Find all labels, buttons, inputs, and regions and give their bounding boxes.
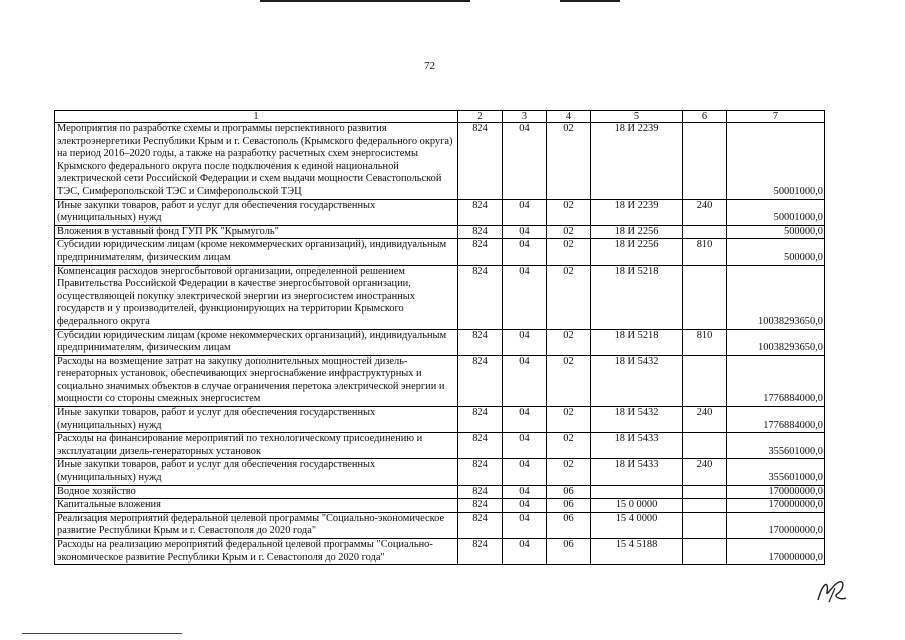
row-code-6 (683, 225, 727, 239)
row-code-6 (683, 355, 727, 406)
row-code-5: 15 0 0000 (591, 499, 683, 513)
page-number: 72 (424, 60, 435, 72)
row-code-6 (683, 512, 727, 538)
row-amount: 170000000,0 (727, 539, 825, 565)
table-row (55, 499, 825, 513)
row-code-5 (591, 485, 683, 499)
row-code-4: 02 (547, 459, 591, 485)
row-code-4: 02 (547, 265, 591, 329)
row-code-3: 04 (503, 433, 547, 459)
row-code-3: 04 (503, 407, 547, 433)
row-code-3: 04 (503, 459, 547, 485)
row-amount: 170000000,0 (727, 485, 825, 499)
row-code-5: 18 И 5433 (591, 433, 683, 459)
row-code-2: 824 (458, 407, 503, 433)
scan-artifact-line (560, 0, 620, 2)
row-code-2: 824 (458, 539, 503, 565)
row-code-4: 02 (547, 225, 591, 239)
row-code-3: 04 (503, 199, 547, 225)
row-amount: 500000,0 (727, 225, 825, 239)
row-amount: 355601000,0 (727, 459, 825, 485)
row-code-2: 824 (458, 355, 503, 406)
row-description: Иные закупки товаров, работ и услуг для обеспечения государственных (муниципальных) нужд (55, 459, 458, 485)
row-code-3: 04 (503, 499, 547, 513)
signature-mark (815, 578, 849, 604)
row-description: Компенсация расходов энергосбытовой организации, определенной решением Правительства Российской Федерации в качестве энергосбытовой организации, осуществляющей покупку электрической энергии из энергосистем иностранных государств и у производителей, функционирующих на территории Крымского федерального округа (55, 265, 458, 329)
column-header: 5 (591, 111, 683, 123)
row-code-3: 04 (503, 265, 547, 329)
row-code-3: 04 (503, 485, 547, 499)
row-code-2: 824 (458, 499, 503, 513)
row-amount: 170000000,0 (727, 499, 825, 513)
row-code-2: 824 (458, 199, 503, 225)
row-code-2: 824 (458, 485, 503, 499)
row-code-4: 02 (547, 433, 591, 459)
row-description: Реализация мероприятий федеральной целевой программы "Социально-экономическое развитие Республики Крым и г. Севастополя до 2020 года" (55, 512, 458, 538)
row-description: Водное хозяйство (55, 485, 458, 499)
row-code-6 (683, 433, 727, 459)
budget-table (54, 110, 825, 565)
column-header: 1 (55, 111, 458, 123)
row-amount: 10038293650,0 (727, 329, 825, 355)
row-code-4: 06 (547, 499, 591, 513)
row-code-5: 18 И 5433 (591, 459, 683, 485)
footer-rule (22, 633, 182, 634)
row-code-3: 04 (503, 123, 547, 200)
row-code-4: 02 (547, 239, 591, 265)
row-code-5: 18 И 2256 (591, 225, 683, 239)
row-code-4: 06 (547, 512, 591, 538)
row-code-6: 240 (683, 199, 727, 225)
row-amount: 500000,0 (727, 239, 825, 265)
row-code-3: 04 (503, 225, 547, 239)
row-amount: 1776884000,0 (727, 355, 825, 406)
row-amount: 50001000,0 (727, 123, 825, 200)
row-description: Капитальные вложения (55, 499, 458, 513)
table-row (55, 407, 825, 433)
row-description: Субсидии юридическим лицам (кроме некоммерческих организаций), индивидуальным предпринимателям, физическим лицам (55, 329, 458, 355)
row-code-2: 824 (458, 512, 503, 538)
row-code-5: 15 4 0000 (591, 512, 683, 538)
row-code-4: 02 (547, 123, 591, 200)
table-header-row (55, 111, 825, 123)
table-body (55, 111, 825, 565)
row-code-4: 02 (547, 355, 591, 406)
table-row (55, 433, 825, 459)
row-code-5: 15 4 5188 (591, 539, 683, 565)
row-code-3: 04 (503, 539, 547, 565)
table-row (55, 199, 825, 225)
row-code-5: 18 И 5432 (591, 355, 683, 406)
table-row (55, 539, 825, 565)
row-code-2: 824 (458, 225, 503, 239)
scan-artifact-line (260, 0, 470, 2)
row-code-6: 240 (683, 459, 727, 485)
table-row (55, 355, 825, 406)
column-header: 3 (503, 111, 547, 123)
row-code-6: 810 (683, 239, 727, 265)
row-code-3: 04 (503, 355, 547, 406)
row-code-4: 02 (547, 407, 591, 433)
row-code-6 (683, 539, 727, 565)
row-description: Вложения в уставный фонд ГУП РК "Крымуголь" (55, 225, 458, 239)
table-row (55, 265, 825, 329)
row-description: Расходы на возмещение затрат на закупку дополнительных мощностей дизель-генераторных установок, обеспечивающих энергоснабжение инфраструктурных и социально значимых объектов в случае ограничения перетока электрической энергии и мощности со стороны смежных энергосистем (55, 355, 458, 406)
table-row (55, 512, 825, 538)
row-code-5: 18 И 5218 (591, 329, 683, 355)
row-code-3: 04 (503, 239, 547, 265)
row-amount: 10038293650,0 (727, 265, 825, 329)
column-header: 2 (458, 111, 503, 123)
row-amount: 355601000,0 (727, 433, 825, 459)
row-code-2: 824 (458, 329, 503, 355)
row-description: Расходы на реализацию мероприятий федеральной целевой программы "Социально-экономическое развитие Республики Крым и г. Севастополя до 2020 года" (55, 539, 458, 565)
row-code-2: 824 (458, 433, 503, 459)
row-amount: 50001000,0 (727, 199, 825, 225)
row-description: Расходы на финансирование мероприятий по технологическому присоединению и эксплуатации дизель-генераторных установок (55, 433, 458, 459)
row-code-3: 04 (503, 329, 547, 355)
row-code-6 (683, 485, 727, 499)
row-code-3: 04 (503, 512, 547, 538)
row-code-4: 06 (547, 485, 591, 499)
row-code-6: 810 (683, 329, 727, 355)
row-code-5: 18 И 2239 (591, 199, 683, 225)
row-code-5: 18 И 2239 (591, 123, 683, 200)
row-description: Субсидии юридическим лицам (кроме некоммерческих организаций), индивидуальным предпринимателям, физическим лицам (55, 239, 458, 265)
table-row (55, 239, 825, 265)
row-code-2: 824 (458, 459, 503, 485)
row-code-2: 824 (458, 265, 503, 329)
row-description: Иные закупки товаров, работ и услуг для обеспечения государственных (муниципальных) нужд (55, 199, 458, 225)
table-row (55, 329, 825, 355)
row-amount: 1776884000,0 (727, 407, 825, 433)
row-code-6 (683, 499, 727, 513)
table-row (55, 123, 825, 200)
column-header: 4 (547, 111, 591, 123)
row-code-5: 18 И 2256 (591, 239, 683, 265)
row-code-5: 18 И 5432 (591, 407, 683, 433)
table-row (55, 459, 825, 485)
row-code-6 (683, 123, 727, 200)
table-row (55, 225, 825, 239)
row-amount: 170000000,0 (727, 512, 825, 538)
row-code-4: 02 (547, 199, 591, 225)
row-code-2: 824 (458, 239, 503, 265)
row-code-4: 06 (547, 539, 591, 565)
row-code-6: 240 (683, 407, 727, 433)
row-code-2: 824 (458, 123, 503, 200)
table-row (55, 485, 825, 499)
column-header: 6 (683, 111, 727, 123)
row-code-6 (683, 265, 727, 329)
row-code-4: 02 (547, 329, 591, 355)
row-code-5: 18 И 5218 (591, 265, 683, 329)
column-header: 7 (727, 111, 825, 123)
row-description: Иные закупки товаров, работ и услуг для обеспечения государственных (муниципальных) нужд (55, 407, 458, 433)
row-description: Мероприятия по разработке схемы и программы перспективного развития электроэнергетики Республики Крым и г. Севастополь (Крымского федерального округа) на период 2016–2020 годы, а также на разработку расчетных схем энергосистемы Крымского федерального округа после подключения к единой национальной электрической сети Российской Федерации и схем выдачи мощности Севастопольской ТЭС, Симферопольской ТЭС и Симферопольской ТЭЦ (55, 123, 458, 200)
